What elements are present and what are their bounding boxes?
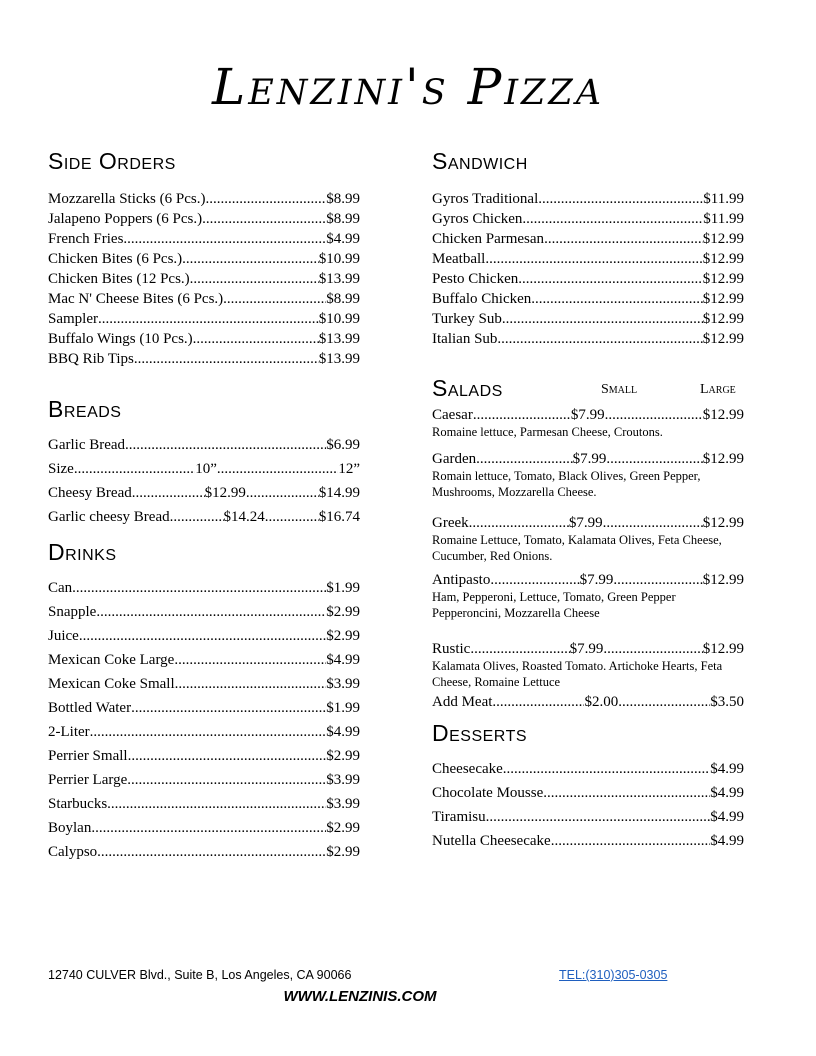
menu-item-name: Chicken Bites (6 Pcs.). [48,251,186,267]
salad-description: Romain lettuce, Tomato, Black Olives, Green Pepper, Mushrooms, Mozzarella Cheese. [432,469,701,499]
dot-leader [265,509,319,526]
dot-leader [469,515,569,532]
menu-item-name: Snapple [48,604,97,620]
dot-leader [128,748,327,765]
dot-leader [202,211,326,228]
dot-leader [490,572,579,589]
menu-item [48,251,360,271]
footer-address: 12740 CULVER Blvd., Suite B, Los Angeles, CA 90066 [48,968,352,982]
dot-leader [193,331,319,348]
salad-description: Ham, Pepperoni, Lettuce, Tomato, Green Pepper Pepperoncini, Mozzarella Cheese [432,590,676,620]
menu-item-name: Garden [432,451,477,467]
menu-item [432,785,744,809]
menu-item [48,291,360,311]
menu-item-price: $3.99 [326,772,360,788]
dot-leader [190,271,319,288]
dot-leader [518,271,703,288]
desserts-list [432,761,744,857]
menu-item-name: French Fries [48,231,124,247]
salad-row [432,407,744,424]
sandwich-list [432,191,744,351]
menu-item-name: Size [48,461,74,477]
dot-leader [503,761,710,778]
dot-leader [174,652,326,669]
size-small-label: 10” [195,461,217,477]
dot-leader [91,820,326,837]
menu-item-name: Cheesecake [432,761,503,777]
menu-item-name: Perrier Small [48,748,128,764]
menu-item [48,820,360,844]
side-orders-list [48,191,360,371]
menu-item-price: $10.99 [318,311,360,327]
dot-leader [476,451,572,468]
dot-leader [205,191,326,208]
dot-leader [603,641,702,658]
menu-item [48,652,360,676]
menu-item-price: $2.99 [326,628,360,644]
menu-item [48,351,360,371]
side-orders-heading: Side Orders [48,148,176,174]
menu-item-price-large: $16.74 [318,509,360,525]
menu-item-price: $8.99 [326,191,360,207]
dot-leader [618,694,710,711]
dot-leader [538,191,703,208]
menu-item [432,231,744,251]
menu-item-name: Can [48,580,73,596]
menu-item-name: Starbucks [48,796,108,812]
menu-item-price-large: $12.99 [702,572,744,588]
menu-item [48,772,360,796]
dot-leader [175,676,327,693]
menu-item-price-large: $3.50 [710,694,744,710]
salad-add-meat [432,694,744,711]
bread-size-row [48,461,360,485]
salad-rustic [432,641,744,690]
salad-description: Kalamata Olives, Roasted Tomato. Artichoke Hearts, Feta Cheese, Romaine Lettuce [432,659,723,689]
menu-item-name: Jalapeno Poppers (6 Pcs.) [48,211,203,227]
salad-description: Romaine lettuce, Parmesan Cheese, Croutons. [432,425,663,439]
menu-item-price: $4.99 [710,785,744,801]
dot-leader [470,641,569,658]
dot-leader [90,724,327,741]
dot-leader [486,809,711,826]
menu-item-name: Calypso [48,844,98,860]
menu-item-name: Caesar [432,407,473,423]
menu-item-price: $2.99 [326,604,360,620]
drinks-heading: Drinks [48,539,117,565]
dot-leader [98,311,319,328]
salads-heading: Salads [432,375,503,401]
menu-item-price: $4.99 [326,652,360,668]
menu-item-price: $8.99 [326,211,360,227]
dot-leader [543,785,710,802]
dot-leader [606,451,702,468]
restaurant-title: Lenzini's Pizza [212,58,604,116]
menu-item [48,604,360,628]
menu-item-name: Antipasto [432,572,491,588]
menu-item-price: $2.99 [326,820,360,836]
dot-leader [522,211,703,228]
dot-leader [485,251,702,268]
menu-item-price: $12.99 [702,231,744,247]
dot-leader [502,311,703,328]
salad-antipasto [432,572,744,621]
menu-item-price-small: $7.99 [568,515,603,531]
menu-item-price-large: $14.99 [318,485,360,501]
menu-item-price: $3.99 [326,796,360,812]
dot-leader [170,509,224,526]
menu-item-price: $12.99 [702,251,744,267]
salad-greek [432,515,744,564]
size-large-label: 12” [338,461,360,477]
breads-heading: Breads [48,396,122,422]
dot-leader [107,796,326,813]
menu-item [432,271,744,291]
menu-item-name: Garlic cheesy Bread [48,509,170,525]
menu-item-name: Boylan [48,820,92,836]
menu-item-price: $13.99 [318,331,360,347]
dot-leader [531,291,702,308]
menu-item-price: $13.99 [318,271,360,287]
menu-item-name: Mexican Coke Large [48,652,175,668]
menu-item-name: Add Meat [432,694,493,710]
menu-item-name: BBQ Rib Tips [48,351,134,367]
desserts-heading: Desserts [432,720,528,746]
menu-item-price: $8.99 [326,291,360,307]
menu-item-price: $13.99 [318,351,360,367]
menu-item [48,580,360,604]
menu-item-name: Italian Sub [432,331,498,347]
salad-row [432,641,744,658]
menu-item-price-small: $14.24 [223,509,265,525]
menu-item-price: $3.99 [326,676,360,692]
menu-item-price: $12.99 [702,311,744,327]
menu-item-name: Chocolate Mousse [432,785,544,801]
menu-item-name: Perrier Large [48,772,128,788]
menu-item-name: Gyros Chicken [432,211,523,227]
menu-item-name: Gyros Traditional [432,191,539,207]
menu-item-name: Pesto Chicken [432,271,519,287]
menu-item-price: $1.99 [326,580,360,596]
bread-item [48,509,360,533]
bread-item [48,485,360,509]
dot-leader [79,628,326,645]
menu-item-name: Rustic [432,641,471,657]
salad-small-column-label: Small [601,382,638,397]
salad-row [432,572,744,589]
menu-item [48,311,360,331]
menu-item-price: $1.99 [326,700,360,716]
salad-description: Romaine Lettuce, Tomato, Kalamata Olives, Feta Cheese, Cucumber, Red Onions. [432,533,722,563]
menu-item-price-small: $7.99 [579,572,614,588]
dot-leader [97,844,326,861]
menu-item-name: 2-Liter [48,724,90,740]
dot-leader [131,700,326,717]
menu-item-name: Meatball [432,251,486,267]
menu-item-price: $4.99 [710,809,744,825]
menu-item-price: $6.99 [326,437,360,453]
menu-item [432,311,744,331]
menu-item [432,211,744,231]
menu-item [432,291,744,311]
salad-row [432,451,744,468]
menu-item-price: $2.99 [326,844,360,860]
menu-item-name: Mexican Coke Small [48,676,175,692]
dot-leader [186,251,319,268]
menu-item-price: $12.99 [702,291,744,307]
menu-item [432,833,744,857]
menu-item-name: Chicken Parmesan [432,231,545,247]
salad-row [432,694,744,711]
menu-item [432,331,744,351]
menu-item [48,700,360,724]
dot-leader [74,461,195,478]
menu-item-price: $12.99 [702,331,744,347]
menu-item-price: $4.99 [710,833,744,849]
dot-leader [473,407,571,424]
menu-item-name: Mozzarella Sticks (6 Pcs.) [48,191,206,207]
dot-leader [123,231,326,248]
dot-leader [72,580,326,597]
drinks-list [48,580,360,868]
menu-item-name: Tiramisu [432,809,486,825]
menu-item-name: Cheesy Bread [48,485,132,501]
menu-item [48,748,360,772]
menu-item-name: Garlic Bread [48,437,126,453]
menu-item [432,251,744,271]
salad-garden [432,451,744,500]
menu-item-name: Buffalo Wings (10 Pcs.) [48,331,193,347]
menu-item [48,231,360,251]
menu-item-price-large: $12.99 [702,407,744,423]
menu-item-name: Juice [48,628,79,644]
dot-leader [551,833,711,850]
dot-leader [613,572,702,589]
salad-large-column-label: Large [700,382,736,397]
menu-item-name: Sampler [48,311,98,327]
menu-item-price: $11.99 [703,211,744,227]
menu-item-price-large: $12.99 [702,515,744,531]
menu-item-price-large: $12.99 [702,451,744,467]
menu-item [432,809,744,833]
menu-item-name: Nutella Cheesecake [432,833,551,849]
dot-leader [96,604,326,621]
dot-leader [497,331,702,348]
dot-leader [605,407,703,424]
dot-leader [223,291,326,308]
menu-item-price-small: $7.99 [570,407,605,423]
bread-item [48,437,360,461]
menu-item-name: Greek [432,515,469,531]
menu-item-price: $10.99 [318,251,360,267]
menu-item-price-small: $7.99 [569,641,604,657]
dot-leader [217,461,338,478]
dot-leader [246,485,319,502]
menu-item [432,191,744,211]
menu-item-name: Chicken Bites (12 Pcs.) [48,271,190,287]
dot-leader [492,694,584,711]
salad-caesar [432,407,744,440]
menu-item-price: $4.99 [326,231,360,247]
dot-leader [603,515,703,532]
footer-website: WWW.LENZINIS.COM [283,988,437,1005]
salad-row [432,515,744,532]
menu-item [48,628,360,652]
menu-item-price-large: $12.99 [702,641,744,657]
menu-item-price: $4.99 [326,724,360,740]
menu-item [48,271,360,291]
menu-item-price-small: $7.99 [572,451,607,467]
menu-item-price: $4.99 [710,761,744,777]
dot-leader [127,772,326,789]
footer-phone-link[interactable]: TEL:(310)305-0305 [559,968,668,982]
dot-leader [544,231,703,248]
breads-list [48,437,360,533]
menu-item [48,724,360,748]
menu-item [48,211,360,231]
menu-item [48,331,360,351]
menu-item-price-small: $2.00 [584,694,619,710]
dot-leader [132,485,205,502]
menu-item [432,761,744,785]
menu-item-price: $12.99 [702,271,744,287]
menu-item-price: $2.99 [326,748,360,764]
menu-item-name: Bottled Water [48,700,132,716]
menu-item-price: $11.99 [703,191,744,207]
menu-item-name: Mac N' Cheese Bites (6 Pcs.) [48,291,224,307]
menu-item-name: Buffalo Chicken [432,291,532,307]
menu-item [48,191,360,211]
menu-item [48,844,360,868]
dot-leader [134,351,319,368]
menu-item [48,676,360,700]
sandwich-heading: Sandwich [432,148,528,174]
menu-item [48,796,360,820]
menu-item-name: Turkey Sub [432,311,502,327]
dot-leader [125,437,326,454]
menu-item-price-small: $12.99 [204,485,246,501]
